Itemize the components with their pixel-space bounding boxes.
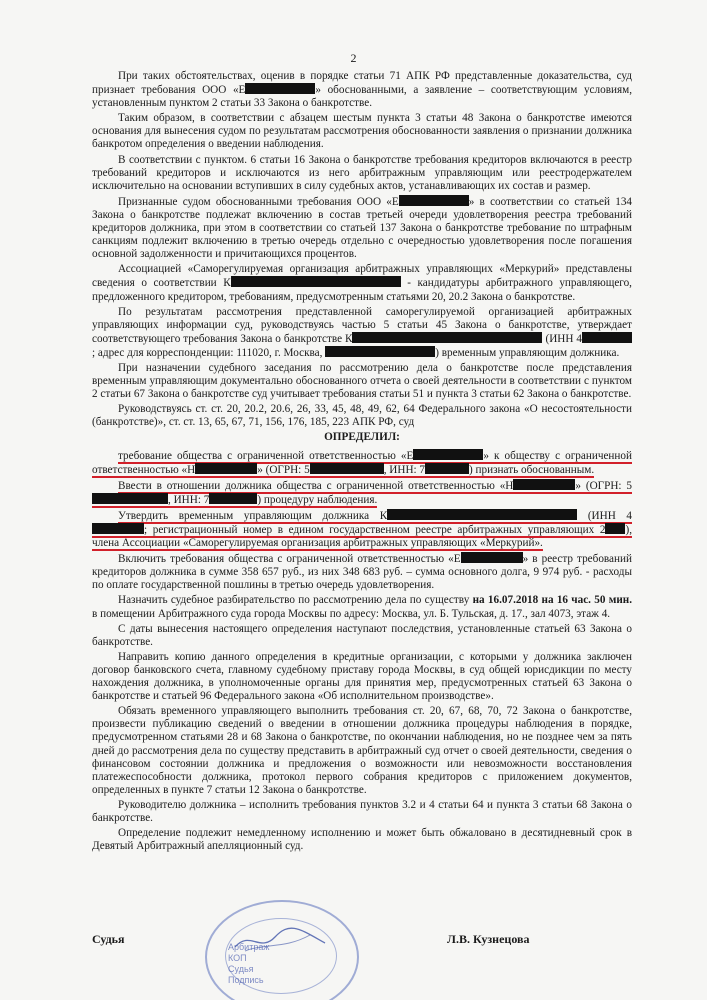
redaction-block <box>399 195 469 206</box>
resolution-text: (ИНН 4 <box>587 509 633 522</box>
redaction-block <box>605 523 625 534</box>
stamp-line: Судья <box>228 964 254 974</box>
resolution-item <box>92 552 632 592</box>
paragraph <box>92 306 632 360</box>
underlined-text <box>92 510 632 551</box>
resolution-text: ) признать обоснованным. <box>469 463 595 476</box>
redaction-block <box>195 463 257 474</box>
redaction-block <box>582 332 632 343</box>
resolution-item: Направить копию данного определения в кредитные организации, с которыми у должника заключен договор банковского счета, главному судебному приставу города Москвы, в суд общей юрисдикции по месту нахождения должника, в уполномоченные органы для принятия мер, предусмотренных статьей 63 Закона о банкротстве и статьей 96 Федерального закона «Об исполнительном производстве». <box>92 650 632 703</box>
resolution-text: требование общества с ограниченной ответственностью «Е <box>118 449 414 462</box>
resolution-text: ; регистрационный номер в едином государственном реестре арбитражных управляющих 2 <box>144 524 606 536</box>
paragraph-text: По результатам рассмотрения представленной саморегулируемой организацией арбитражных управляющих информации суд, руководствуясь частью 5 статьи 45 Закона о банкротстве, утверждает соответствующего требования Закона о банкротстве К <box>92 305 632 345</box>
redaction-block <box>92 493 168 504</box>
redaction-block <box>352 332 542 343</box>
resolution-text: » к обществу с ограниченной ответственностью «Н <box>92 449 632 476</box>
resolution-text: » (ОГРН: 5 <box>575 479 632 492</box>
underlined-text <box>92 450 632 478</box>
paragraph-text: Признанные судом обоснованными требования ООО «Е <box>118 195 399 208</box>
stamp-line: Подпись <box>228 975 264 985</box>
resolution-heading: ОПРЕДЕЛИЛ: <box>324 431 400 444</box>
redaction-block <box>209 493 257 504</box>
resolution-text: Ввести в отношении должника общества с ограниченной ответственностью «Н <box>118 479 514 492</box>
resolution-item <box>92 594 632 620</box>
paragraph <box>92 70 632 110</box>
signature-mark <box>230 925 330 955</box>
redaction-block <box>513 479 575 490</box>
paragraph: Руководствуясь ст. ст. 20, 20.2, 20.6, 26, 33, 45, 48, 49, 62, 64 Федерального закона «О несостоятельности (банкротстве)», ст. ст. 13, 65, 67, 71, 156, 176, 185, 223 АПК РФ, суд <box>92 403 632 429</box>
resolution-text: ) процедуру наблюдения. <box>257 493 378 506</box>
page-number: 2 <box>350 51 357 65</box>
paragraph <box>92 195 632 261</box>
resolution-item: С даты вынесения настоящего определения наступают последствия, установленные статьей 63 Закона о банкротстве. <box>92 622 632 648</box>
stamp-line: КОП <box>228 953 247 963</box>
hearing-date: на 16.07.2018 на 16 час. 50 мин. <box>472 594 633 607</box>
resolution-text: » в реестр требований кредиторов должника в сумме 358 657 руб., из них 348 683 руб. – сумма основного долга, 9 974 руб. - расходы по оплате государственной пошлины в третью очередь удовлетворения. <box>92 553 632 592</box>
paragraph-text: ; адрес для корреспонденции: 111020, г. Москва, <box>92 346 323 359</box>
stamp-line: Арбитраж <box>228 942 270 952</box>
redaction-block <box>325 346 435 357</box>
paragraph-text: ) временным управляющим должника. <box>435 346 620 359</box>
resolution-text: » (ОГРН: 5 <box>257 463 310 476</box>
redaction-block <box>245 83 315 94</box>
resolution-text: , ИНН: 7 <box>383 463 426 476</box>
resolution-text: , ИНН: 7 <box>168 493 210 506</box>
paragraph-text: Ассоциацией «Саморегулируемая организация арбитражных управляющих «Меркурий» представлены сведения о соответствии К <box>92 263 632 290</box>
resolution-text: а Ассоциации «Саморегулируемая организация арбитражных управляющих «Меркурий». <box>114 537 543 550</box>
paragraph: В соответствии с пунктом. 6 статьи 16 Закона о банкротстве требования кредиторов включаются в реестр требований кредиторов и исключаются из него арбитражным управляющим или реестродержателем исключительно на основании вступивших в силу судебных актов, устанавливающих их состав и размер. <box>92 153 632 192</box>
paragraph-text: - кандидатуры арбитражного управляющего, предложенного кредитором, требованиям, предусмотренным статьями 20, 20.2 Закона о банкротстве. <box>92 277 632 303</box>
redaction-block <box>387 509 577 520</box>
paragraph-text: » в соответствии со статьей 134 Закона о банкротстве подлежат включению в состав третьей очереди удовлетворения реестра требований кредиторов должника, при этом в соответствии со статьей 137 Закона о банкротстве требование по штрафным санкциям подлежит включению в третью очередь отдельно с очередностью удовлетворения после погашения основной задолженности и причитающихся процентов. <box>92 195 633 261</box>
resolution-item: Руководителю должника – исполнить требования пунктов 3.2 и 4 статьи 64 и пункта 3 статьи 68 Закона о банкротстве. <box>92 798 632 824</box>
redaction-block <box>92 523 144 534</box>
resolution-item <box>92 449 632 477</box>
resolution-text: Утвердить временным управляющим должника К <box>118 509 388 522</box>
document-body <box>92 70 632 855</box>
resolution-item: Определение подлежит немедленному исполнению и может быть обжаловано в десятидневный срок в Девятый Арбитражный апелляционный суд. <box>92 827 632 853</box>
paragraph-text: » обоснованными, а заявление – соответствующим условиям, установленным пунктом 2 статьи 33 Закона о банкротстве. <box>92 84 632 110</box>
resolution-text: Назначить судебное разбирательство по рассмотрению дела по существу <box>118 594 470 607</box>
paragraph: Таким образом, в соответствии с абзацем шестым пункта 3 статьи 48 Закона о банкротстве имеются основания для вынесения судом по результатам рассмотрения обоснованности заявления о признании должника банкротом определения о введении наблюдения. <box>92 112 632 151</box>
redaction-block <box>425 463 469 474</box>
paragraph-text: (ИНН 4 <box>545 332 583 345</box>
judge-name: Л.В. Кузнецова <box>447 932 530 946</box>
redaction-block <box>413 449 483 460</box>
underlined-text <box>92 480 632 508</box>
redaction-block <box>310 463 384 474</box>
judge-role: Судья <box>92 932 125 946</box>
paragraph-text: При таких обстоятельствах, оценив в порядке статьи 71 АПК РФ представленные доказательства, суд признает требования ООО «Е <box>92 70 632 97</box>
resolution-text: Включить требования общества с ограниченной ответственностью «Е <box>118 553 461 566</box>
resolution-text: в помещении Арбитражного суда города Москвы по адресу: Москва, ул. Б. Тульская, д. 17., зал 4073, этаж 4. <box>92 607 611 620</box>
paragraph: При назначении судебного заседания по рассмотрению дела о банкротстве после представления временным управляющим документально обоснованного отчета о своей деятельности в соответствии с пунктом 2 статьи 67 Закона о банкротстве суд учитывает требования статьи 51 и пункта 3 статьи 62 Закона о банкротстве. <box>92 361 632 401</box>
resolution-item: Обязать временного управляющего выполнить требования ст. 20, 67, 68, 70, 72 Закона о банкротстве, произвести публикацию сведений о введении в отношении должника процедуры наблюдения в порядке, предусмотренном статьями 28 и 68 Закона о банкротстве, по окончании наблюдения, но не позднее чем за пять дней до рассмотрения дела по существу представить в арбитражный суд отчет о своей деятельности, сведения о финансовом состоянии должника и предложения о возможности или невозможности восстановления платежеспособности должника, протокол первого собрания кредиторов с приложением документов, определенных в пункте 7 статьи 12 Закона о банкротстве. <box>92 705 632 796</box>
paragraph <box>92 263 632 303</box>
redaction-block <box>231 276 401 287</box>
redaction-block <box>461 552 523 563</box>
resolution-item <box>92 479 632 507</box>
resolution-item <box>92 509 632 550</box>
resolution-text: ), член <box>92 524 632 550</box>
